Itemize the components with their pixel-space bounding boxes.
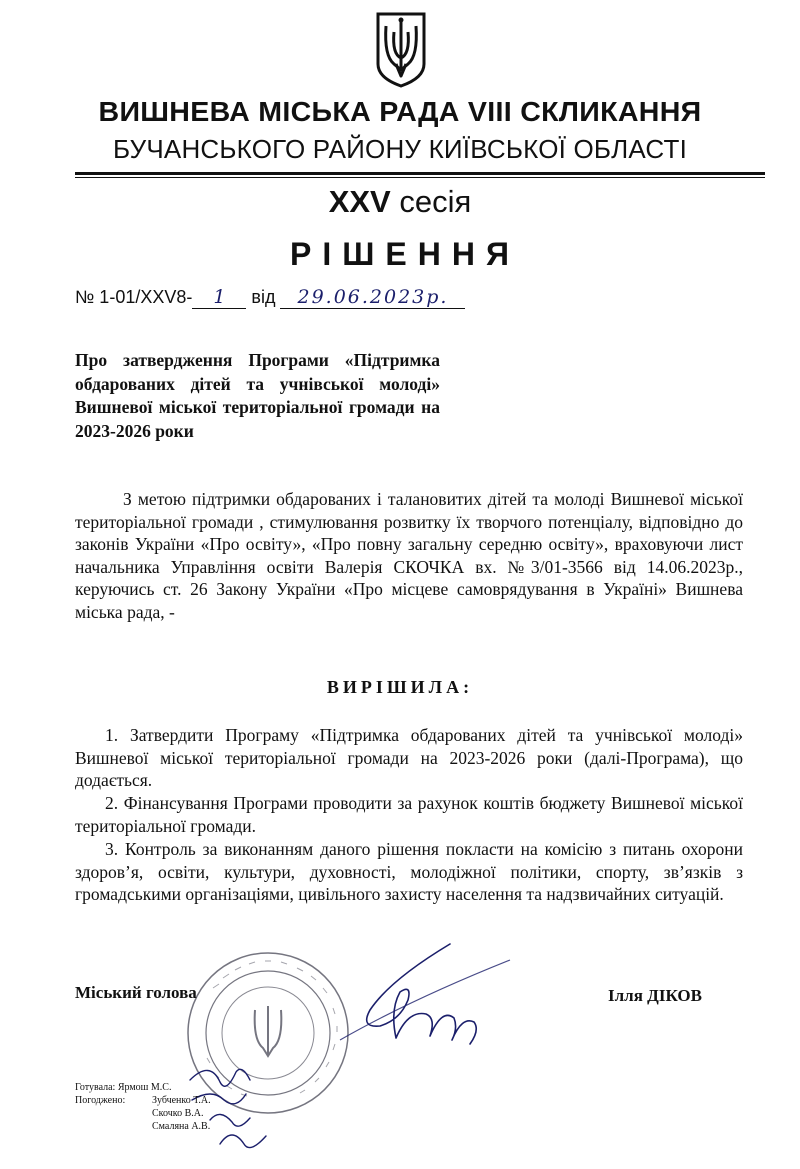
resolution-item: 3. Контроль за виконанням даного рішення покласти на комісію з питань охорони здоров’я, освіти, культури, духовності, молодіжної політики, спорту, зв’язків з громадськими організаціями, цивільного захисту населення та надзвичайних ситуацій. [75,839,743,904]
session-title [0,184,800,220]
agreed-name: Скочко В.А. [152,1108,204,1119]
prepared-by: Готувала: Ярмош М.С. [75,1082,172,1093]
decision-number-handwritten: 1 [192,286,246,309]
decision-number-prefix: № 1-01/XXV8- [75,287,193,307]
signatory-name: Ілля ДІКОВ [608,986,702,1005]
header-rule-thin [75,177,765,178]
session-word: сесія [399,184,472,219]
resolution-item: 1. Затвердити Програму «Підтримка обдарованих дітей та учнівської молоді» Вишневої міської територіальної громади на 2023-2026 роки (далі-Програма), що додається. [75,725,743,790]
district-title: БУЧАНСЬКОГО РАЙОНУ КИЇВСЬКОЇ ОБЛАСТІ [112,134,688,164]
resolution-item: 2. Фінансування Програми проводити за рахунок коштів бюджету Вишневої міської територіальної громади. [75,793,743,836]
agreed-name: Зубченко Т.А. [152,1095,211,1106]
header-rule-thick [75,172,765,175]
decision-subject: Про затвердження Програми «Підтримка обдарованих дітей та учнівської молоді» Вишневої міської територіальної громади на 2023-2026 роки [75,350,440,441]
document-type-heading: РІШЕННЯ [290,236,520,272]
trident-emblem-icon [376,12,426,88]
decision-number-line [75,286,465,309]
agreed-name: Смаляна А.В. [152,1121,211,1132]
date-label: від [251,287,276,307]
preamble-paragraph: З метою підтримки обдарованих і талановитих дітей та молоді Вишневої міської територіальної громади , стимулювання розвитку їх творчого потенціалу, відповідно до законів України «Про освіту», «Про повну загальну середню освіту», враховуючи лист начальника Управління освіти Валерія СКОЧКА вх. №3/01-3566 від 14.06.2023р., керуючись ст. 26 Закону України «Про місцеве самоврядування в Україні» Вишнева міська рада, - [75,489,743,622]
decision-date-handwritten: 29.06.2023р. [280,286,465,309]
mayor-signature [330,940,520,1050]
session-number: XXV [328,184,391,219]
council-title: ВИШНЕВА МІСЬКА РАДА VIII СКЛИКАННЯ [98,96,702,127]
agreed-label: Погоджено: [75,1095,126,1106]
resolved-heading: ВИРІШИЛА: [326,677,474,697]
signatory-position: Міський голова [75,983,197,1002]
